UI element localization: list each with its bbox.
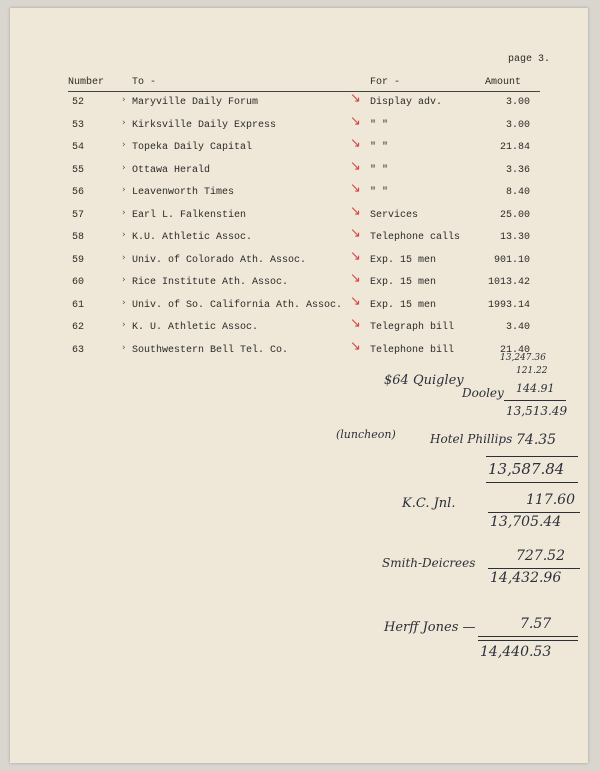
- red-check-icon: ↘: [350, 159, 361, 174]
- header-for: For -: [370, 77, 401, 88]
- pencil-check-icon: ›: [122, 275, 126, 285]
- handwritten-luncheon-label: (luncheon): [336, 428, 396, 441]
- row-payee: Ottawa Herald: [132, 165, 211, 176]
- header-to: To -: [132, 77, 157, 88]
- handwritten-dooley-label: Dooley: [462, 386, 504, 400]
- row-purpose: Exp. 15 men: [370, 277, 437, 288]
- row-amount: 3.36: [505, 165, 530, 176]
- pencil-check-icon: ›: [122, 140, 126, 150]
- red-check-icon: ↘: [350, 249, 361, 264]
- row-number: 63: [72, 345, 85, 356]
- row-payee: Leavenworth Times: [132, 187, 235, 198]
- handwritten-hotel-label: Hotel Phillips: [430, 432, 513, 446]
- document-page: [10, 8, 588, 763]
- pencil-check-icon: ›: [122, 320, 126, 330]
- pencil-check-icon: ›: [122, 343, 126, 353]
- row-purpose: Telephone calls: [370, 232, 461, 243]
- row-purpose: Telegraph bill: [370, 322, 455, 333]
- red-check-icon: ↘: [350, 271, 361, 286]
- row-number: 54: [72, 142, 85, 153]
- pencil-check-icon: ›: [122, 95, 126, 105]
- red-check-icon: ↘: [350, 136, 361, 151]
- row-amount: 3.00: [505, 97, 530, 108]
- row-payee: Univ. of Colorado Ath. Assoc.: [132, 255, 307, 266]
- pencil-check-icon: ›: [122, 163, 126, 173]
- handwritten-value: 13,247.36: [500, 353, 546, 363]
- row-amount: 1013.42: [487, 277, 530, 288]
- red-check-icon: ↘: [350, 114, 361, 129]
- ledger-row: [10, 181, 588, 201]
- handwritten-rule: [486, 456, 578, 457]
- ledger-row: [10, 159, 588, 179]
- header-amount: Amount: [485, 77, 522, 88]
- ledger-row: [10, 226, 588, 246]
- row-number: 52: [72, 97, 85, 108]
- handwritten-value: 121.22: [516, 366, 548, 376]
- row-purpose: Display adv.: [370, 97, 443, 108]
- row-amount: 1993.14: [487, 300, 530, 311]
- handwritten-value: 727.52: [516, 548, 565, 564]
- row-payee: Rice Institute Ath. Assoc.: [132, 277, 289, 288]
- row-amount: 25.00: [499, 210, 530, 221]
- handwritten-subtotal: 13,513.49: [506, 404, 568, 418]
- ledger-row: [10, 114, 588, 134]
- red-check-icon: ↘: [350, 316, 361, 331]
- header-rule: [68, 91, 540, 92]
- row-payee: Southwestern Bell Tel. Co.: [132, 345, 289, 356]
- red-check-icon: ↘: [350, 181, 361, 196]
- row-amount: 21.84: [499, 142, 530, 153]
- row-payee: Kirksville Daily Express: [132, 120, 277, 131]
- page-number: page 3.: [507, 54, 550, 65]
- handwritten-value: 117.60: [526, 492, 575, 508]
- row-number: 57: [72, 210, 85, 221]
- handwritten-value: 7.57: [520, 616, 552, 632]
- handwritten-value: 74.35: [516, 432, 557, 448]
- row-number: 62: [72, 322, 85, 333]
- handwritten-rule: [504, 400, 566, 401]
- handwritten-herff-label: Herff Jones —: [384, 620, 476, 635]
- pencil-check-icon: ›: [122, 208, 126, 218]
- row-purpose: Telephone bill: [370, 345, 455, 356]
- row-purpose: Exp. 15 men: [370, 255, 437, 266]
- handwritten-value: 144.91: [516, 382, 555, 395]
- red-check-icon: ↘: [350, 226, 361, 241]
- red-check-icon: ↘: [350, 294, 361, 309]
- row-number: 61: [72, 300, 85, 311]
- ledger-row: [10, 204, 588, 224]
- row-number: 53: [72, 120, 85, 131]
- row-payee: Earl L. Falkenstien: [132, 210, 247, 221]
- row-payee: K. U. Athletic Assoc.: [132, 322, 259, 333]
- handwritten-rule: [488, 568, 580, 569]
- row-number: 58: [72, 232, 85, 243]
- row-purpose: " ": [370, 165, 389, 176]
- row-purpose: Services: [370, 210, 419, 221]
- ledger-row: [10, 316, 588, 336]
- handwritten-subtotal: 14,432.96: [490, 570, 562, 586]
- row-purpose: " ": [370, 187, 389, 198]
- row-purpose: Exp. 15 men: [370, 300, 437, 311]
- handwritten-rule: [486, 482, 578, 483]
- handwritten-rule: [478, 640, 578, 641]
- handwritten-rule: [478, 636, 578, 637]
- pencil-check-icon: ›: [122, 230, 126, 240]
- header-number: Number: [68, 77, 105, 88]
- handwritten-kc-label: K.C. Jnl.: [402, 496, 456, 511]
- ledger-row: [10, 249, 588, 269]
- handwritten-smith-label: Smith-Deicrees: [382, 556, 476, 570]
- handwritten-subtotal: 13,705.44: [490, 514, 562, 530]
- row-purpose: " ": [370, 142, 389, 153]
- row-payee: K.U. Athletic Assoc.: [132, 232, 253, 243]
- handwritten-total: 14,440.53: [480, 644, 552, 660]
- red-check-icon: ↘: [350, 339, 361, 354]
- handwritten-rule: [488, 512, 580, 513]
- row-amount: 901.10: [493, 255, 530, 266]
- row-purpose: " ": [370, 120, 389, 131]
- row-amount: 8.40: [505, 187, 530, 198]
- red-check-icon: ↘: [350, 204, 361, 219]
- row-number: 55: [72, 165, 85, 176]
- row-amount: 21.40: [499, 345, 530, 356]
- ledger-row: [10, 91, 588, 111]
- row-amount: 3.40: [505, 322, 530, 333]
- ledger-row: [10, 136, 588, 156]
- red-check-icon: ↘: [350, 91, 361, 106]
- pencil-check-icon: ›: [122, 253, 126, 263]
- row-amount: 13.30: [499, 232, 530, 243]
- row-payee: Topeka Daily Capital: [132, 142, 253, 153]
- pencil-check-icon: ›: [122, 118, 126, 128]
- row-amount: 3.00: [505, 120, 530, 131]
- row-number: 59: [72, 255, 85, 266]
- row-payee: Maryville Daily Forum: [132, 97, 259, 108]
- row-number: 56: [72, 187, 85, 198]
- ledger-row: [10, 294, 588, 314]
- row-payee: Univ. of So. California Ath. Assoc.: [132, 300, 343, 311]
- handwritten-quigley-label: $64 Quigley: [384, 373, 464, 388]
- row-number: 60: [72, 277, 85, 288]
- pencil-check-icon: ›: [122, 185, 126, 195]
- handwritten-subtotal: 13,587.84: [488, 460, 565, 478]
- ledger-row: [10, 271, 588, 291]
- pencil-check-icon: ›: [122, 298, 126, 308]
